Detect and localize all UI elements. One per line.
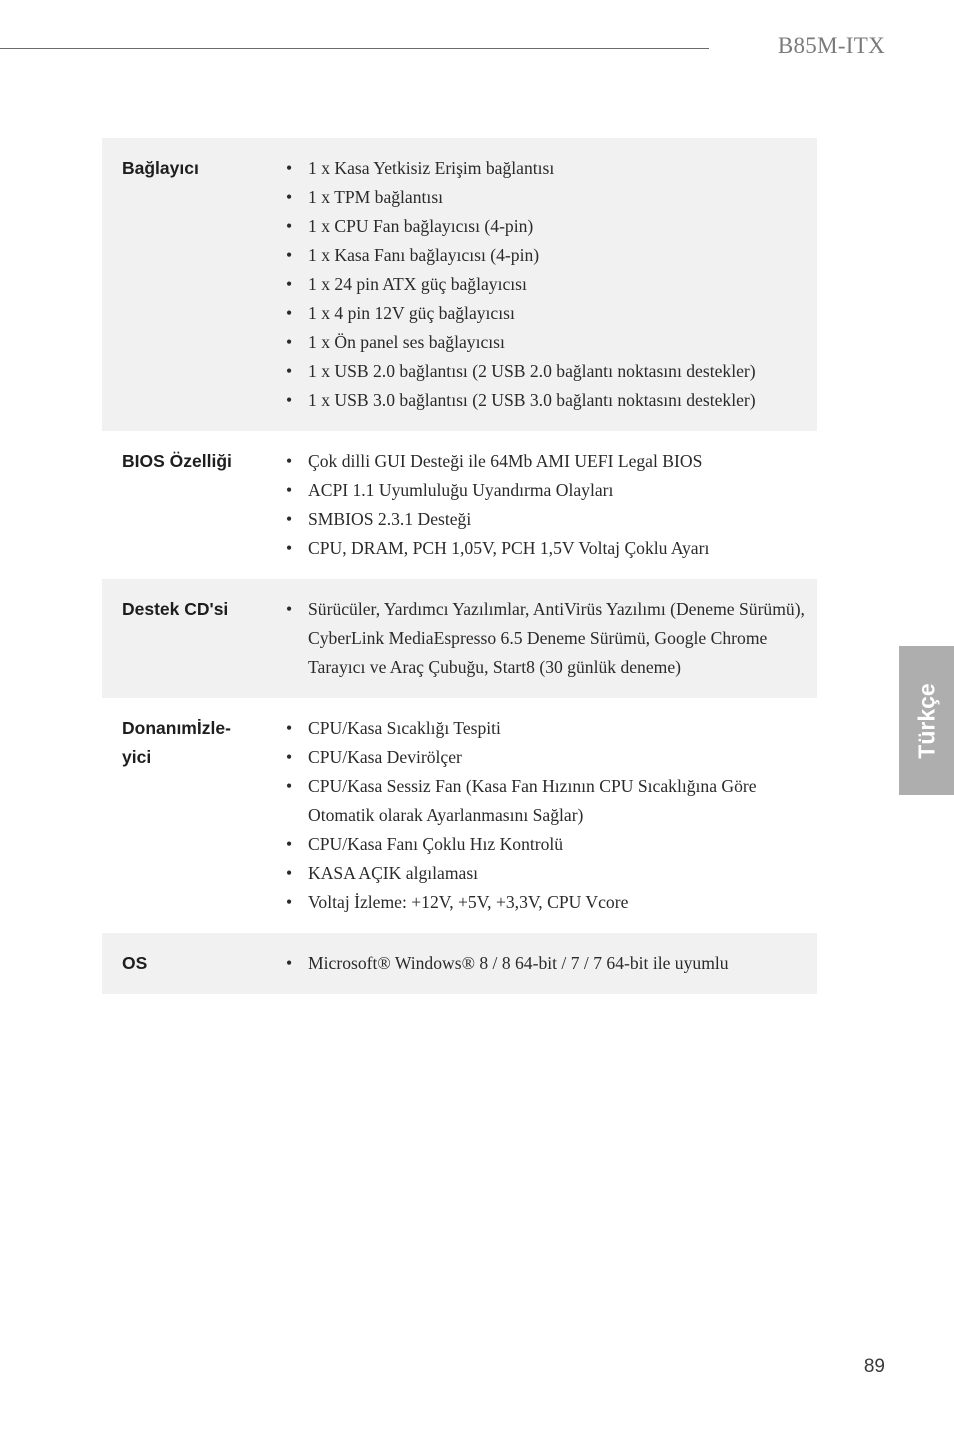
bullet-icon: • bbox=[286, 892, 293, 912]
spec-item-text: ACPI 1.1 Uyumluluğu Uyandırma Olayları bbox=[308, 480, 614, 500]
spec-list bbox=[265, 447, 817, 563]
spec-item bbox=[265, 476, 805, 505]
bullet-icon: • bbox=[286, 361, 293, 381]
spec-item bbox=[265, 534, 805, 563]
spec-row-support-cd bbox=[102, 579, 817, 698]
spec-label: Destek CD'si bbox=[122, 599, 229, 619]
spec-row-hardware-monitor bbox=[102, 698, 817, 933]
spec-item bbox=[265, 154, 805, 183]
spec-label: OS bbox=[122, 953, 148, 973]
spec-item bbox=[265, 830, 805, 859]
spec-item-text: 1 x CPU Fan bağlayıcısı (4-pin) bbox=[308, 216, 534, 236]
spec-item-text: CPU/Kasa Sessiz Fan (Kasa Fan Hızının CPU Sıcaklığına Göre Otomatik olarak Ayarlanmasını Sağlar) bbox=[308, 776, 757, 825]
spec-item-text: CPU/Kasa Devirölçer bbox=[308, 747, 462, 767]
bullet-icon: • bbox=[286, 216, 293, 236]
spec-label: Donanımİzle- yici bbox=[122, 718, 231, 767]
spec-item bbox=[265, 212, 805, 241]
spec-item bbox=[265, 714, 805, 743]
spec-list bbox=[265, 949, 817, 978]
spec-item-text: 1 x Kasa Fanı bağlayıcısı (4-pin) bbox=[308, 245, 540, 265]
bullet-icon: • bbox=[286, 834, 293, 854]
bullet-icon: • bbox=[286, 332, 293, 352]
spec-item-text: Voltaj İzleme: +12V, +5V, +3,3V, CPU Vcore bbox=[308, 892, 629, 912]
spec-item-text: Microsoft® Windows® 8 / 8 64-bit / 7 / 7 64-bit ile uyumlu bbox=[308, 953, 729, 973]
page-number: 89 bbox=[863, 1356, 885, 1377]
bullet-icon: • bbox=[286, 718, 293, 738]
spec-item-text: CPU/Kasa Fanı Çoklu Hız Kontrolü bbox=[308, 834, 564, 854]
spec-item bbox=[265, 241, 805, 270]
spec-item bbox=[265, 949, 805, 978]
spec-list bbox=[265, 714, 817, 917]
spec-item bbox=[265, 505, 805, 534]
bullet-icon: • bbox=[286, 187, 293, 207]
spec-item-text: CPU, DRAM, PCH 1,05V, PCH 1,5V Voltaj Çoklu Ayarı bbox=[308, 538, 710, 558]
spec-list bbox=[265, 595, 817, 682]
spec-item-text: Çok dilli GUI Desteği ile 64Mb AMI UEFI Legal BIOS bbox=[308, 451, 703, 471]
header-rule bbox=[0, 48, 709, 49]
bullet-icon: • bbox=[286, 390, 293, 410]
bullet-icon: • bbox=[286, 599, 293, 619]
spec-item-text: Sürücüler, Yardımcı Yazılımlar, AntiVirüs Yazılımı (Deneme Sürümü), CyberLink MediaEspresso 6.5 Deneme Sürümü, Google Chrome Tarayıcı ve Araç Çubuğu, Start8 (30 günlük deneme) bbox=[308, 599, 805, 677]
language-tab-label: Türkçe bbox=[913, 682, 939, 759]
spec-item-text: 1 x 4 pin 12V güç bağlayıcısı bbox=[308, 303, 515, 323]
spec-row-os bbox=[102, 933, 817, 994]
spec-item bbox=[265, 328, 805, 357]
bullet-icon: • bbox=[286, 158, 293, 178]
spec-label: Bağlayıcı bbox=[122, 158, 199, 178]
spec-label: BIOS Özelliği bbox=[122, 451, 232, 471]
bullet-icon: • bbox=[286, 538, 293, 558]
bullet-icon: • bbox=[286, 480, 293, 500]
bullet-icon: • bbox=[286, 863, 293, 883]
bullet-icon: • bbox=[286, 953, 293, 973]
spec-item-text: 1 x USB 2.0 bağlantısı (2 USB 2.0 bağlantı noktasını destekler) bbox=[308, 361, 756, 381]
spec-item bbox=[265, 357, 805, 386]
language-tab bbox=[899, 646, 954, 795]
spec-item-text: 1 x Kasa Yetkisiz Erişim bağlantısı bbox=[308, 158, 555, 178]
bullet-icon: • bbox=[286, 274, 293, 294]
bullet-icon: • bbox=[286, 747, 293, 767]
spec-item-text: 1 x 24 pin ATX güç bağlayıcısı bbox=[308, 274, 527, 294]
spec-item bbox=[265, 386, 805, 415]
spec-item bbox=[265, 183, 805, 212]
spec-item-text: CPU/Kasa Sıcaklığı Tespiti bbox=[308, 718, 501, 738]
spec-item bbox=[265, 859, 805, 888]
bullet-icon: • bbox=[286, 303, 293, 323]
spec-item bbox=[265, 772, 805, 830]
spec-item bbox=[265, 447, 805, 476]
spec-table bbox=[102, 138, 817, 994]
spec-list bbox=[265, 154, 817, 415]
spec-row-connectors bbox=[102, 138, 817, 431]
spec-item bbox=[265, 299, 805, 328]
spec-item bbox=[265, 888, 805, 917]
spec-item-text: 1 x TPM bağlantısı bbox=[308, 187, 444, 207]
bullet-icon: • bbox=[286, 245, 293, 265]
spec-item-text: SMBIOS 2.3.1 Desteği bbox=[308, 509, 472, 529]
spec-item bbox=[265, 743, 805, 772]
spec-item bbox=[265, 595, 805, 682]
bullet-icon: • bbox=[286, 776, 293, 796]
spec-item-text: 1 x Ön panel ses bağlayıcısı bbox=[308, 332, 505, 352]
bullet-icon: • bbox=[286, 451, 293, 471]
spec-item-text: KASA AÇIK algılaması bbox=[308, 863, 479, 883]
model-name: B85M-ITX bbox=[777, 33, 885, 58]
bullet-icon: • bbox=[286, 509, 293, 529]
spec-item-text: 1 x USB 3.0 bağlantısı (2 USB 3.0 bağlantı noktasını destekler) bbox=[308, 390, 756, 410]
spec-row-bios bbox=[102, 431, 817, 579]
spec-item bbox=[265, 270, 805, 299]
